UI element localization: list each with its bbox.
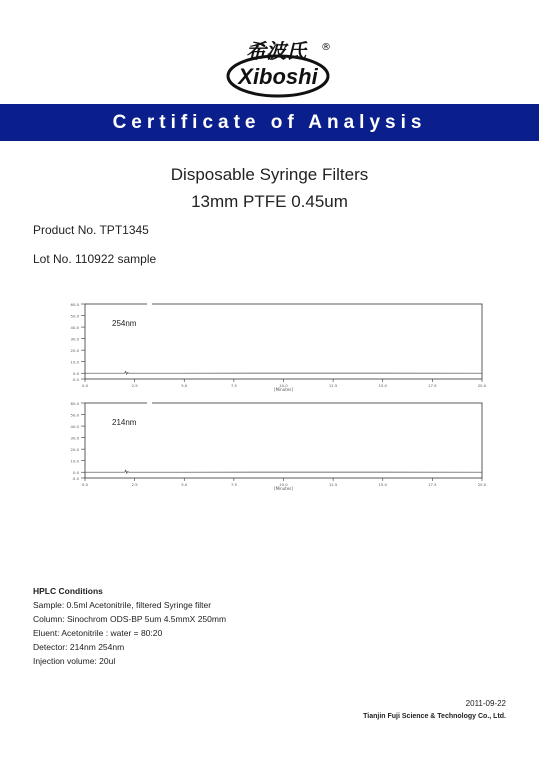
y-tick-label: 0.0 (72, 470, 79, 476)
logo-brand-text: Xiboshi (238, 64, 318, 89)
hplc-heading: HPLC Conditions (33, 586, 103, 596)
x-tick-label: 12.5 (328, 383, 338, 388)
y-tick-label: 60.0 (70, 401, 79, 406)
frame-gap (147, 402, 152, 405)
y-tick-label: 40.0 (70, 424, 79, 430)
y-tick-label: 50.0 (70, 313, 79, 319)
x-tick-label: 5.0 (181, 383, 188, 388)
y-tick-label: 20.0 (70, 348, 79, 354)
condition-detector: Detector: 214nm 254nm (33, 641, 125, 652)
product-name: Disposable Syringe Filters (170, 165, 369, 184)
hplc-conditions (33, 585, 226, 668)
y-tick-label: 10.0 (70, 359, 79, 365)
x-tick-label: 17.5 (428, 482, 437, 487)
y-tick-label: 0.0 (72, 371, 79, 377)
y-tick-label: 20.0 (70, 447, 79, 453)
lot-number: Lot No. 110922 sample (33, 252, 157, 266)
x-tick-label: 7.5 (230, 482, 237, 487)
product-spec: 13mm PTFE 0.45um (191, 192, 348, 211)
x-tick-label: 10.0 (279, 482, 288, 487)
x-tick-label: 5.0 (181, 482, 188, 487)
y-tick-label: 40.0 (70, 325, 79, 331)
y-tick-label: 30.0 (70, 336, 79, 342)
condition-column: Column: Sinochrom ODS-BP 5um 4.5mmX 250mm (33, 613, 227, 624)
condition-eluent: Eluent: Acetonitrile : water = 80:20 (33, 627, 163, 638)
x-axis-label: [Minutes] (274, 486, 293, 491)
x-tick-label: 7.5 (230, 383, 237, 388)
chromatogram-trace (85, 470, 482, 473)
chromatogram-254nm (30, 302, 488, 392)
y-tick-label: 10.0 (70, 458, 79, 464)
y-tick-label: -5.0 (71, 377, 79, 382)
x-tick-label: 20.0 (477, 482, 487, 487)
x-tick-label: 15.0 (378, 383, 387, 388)
logo-chinese-text: 希波氏 (246, 39, 306, 63)
x-tick-label: 10.0 (279, 383, 288, 388)
condition-sample: Sample: 0.5ml Acetonitrile, filtered Syringe filter (33, 599, 212, 610)
x-tick-label: 12.5 (328, 482, 338, 487)
x-tick-label: 0.0 (81, 383, 89, 388)
y-tick-label: 50.0 (70, 412, 79, 418)
certificate-banner: Certificate of Analysis (0, 104, 539, 141)
chart-wavelength-label: 254nm (112, 319, 137, 328)
plot-frame (85, 403, 482, 478)
x-tick-label: 20.0 (477, 383, 487, 388)
chromatogram-214nm (30, 401, 488, 491)
plot-frame (85, 304, 482, 379)
frame-gap (147, 303, 152, 306)
chromatogram-trace (85, 371, 482, 374)
x-tick-label: 17.5 (428, 383, 437, 388)
y-tick-label: 30.0 (70, 435, 79, 441)
chart-wavelength-label: 214nm (112, 418, 137, 427)
brand-logo (226, 38, 338, 104)
x-tick-label: 2.5 (131, 383, 138, 388)
report-date: 2011-09-22 (465, 699, 506, 708)
product-number: Product No. TPT1345 (33, 223, 149, 237)
x-tick-label: 2.5 (131, 482, 138, 487)
company-name: Tianjin Fuji Science & Technology Co., Ltd. (363, 713, 506, 720)
x-tick-label: 0.0 (81, 482, 89, 487)
x-axis-label: [Minutes] (274, 387, 293, 392)
registered-mark: ® (321, 42, 331, 53)
y-tick-label: -5.0 (71, 476, 79, 481)
condition-injection: Injection volume: 20ul (33, 655, 116, 666)
y-tick-label: 60.0 (70, 302, 79, 307)
x-tick-label: 15.0 (378, 482, 387, 487)
